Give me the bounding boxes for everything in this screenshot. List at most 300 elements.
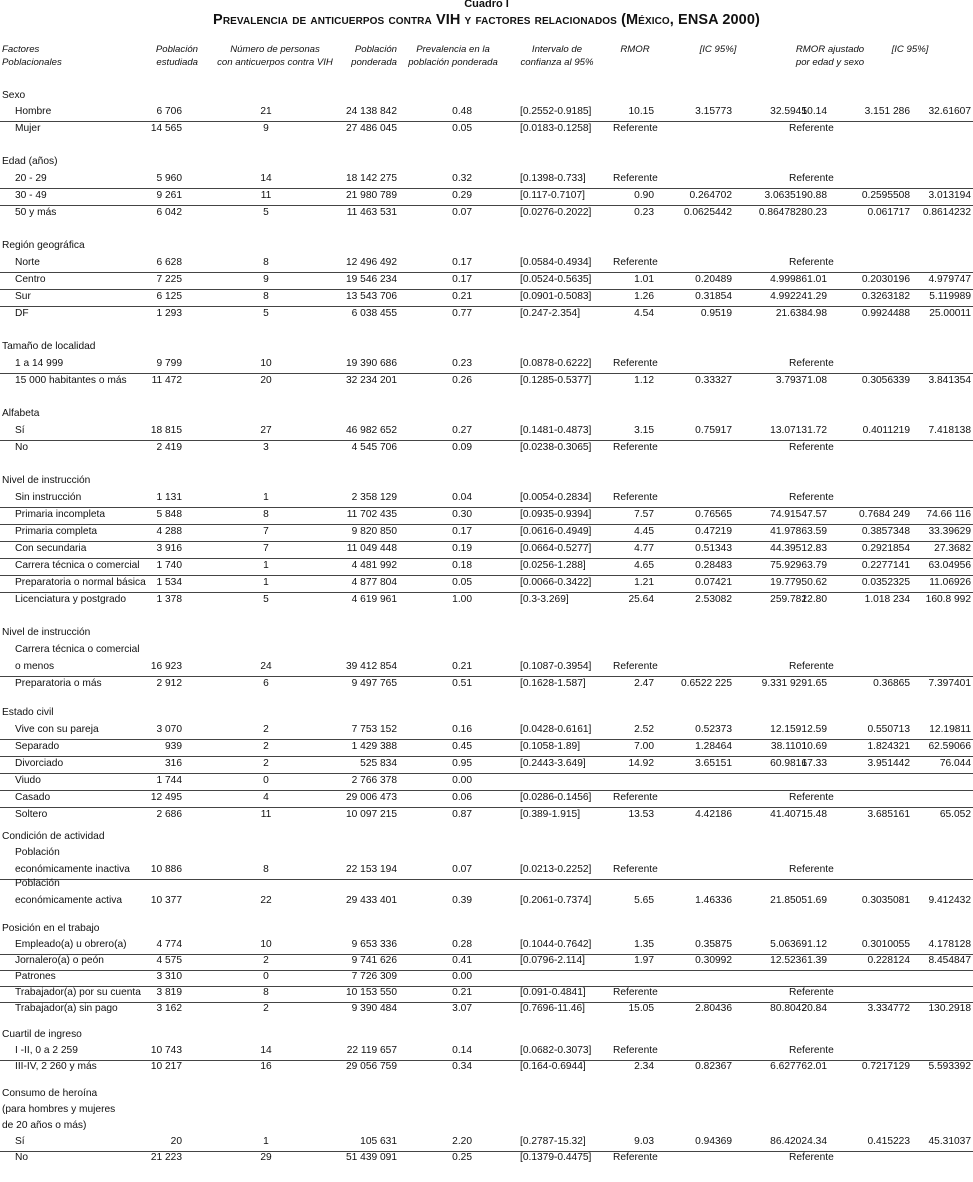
section-label: Estado civil — [2, 707, 54, 718]
rmor: Referente — [613, 1045, 658, 1056]
rmor: Referente — [613, 864, 658, 875]
table-row — [0, 1001, 973, 1018]
prevalencia: 0.00 — [452, 775, 472, 786]
poblacion-estudiada: 3 162 — [156, 1003, 182, 1014]
factor-label: III-IV, 2 260 y más — [15, 1061, 97, 1072]
numero-anticuerpos: 8 — [263, 864, 269, 875]
poblacion-ponderada: 1 429 388 — [351, 741, 397, 752]
poblacion-estudiada: 7 225 — [156, 274, 182, 285]
rmor: 1.01 — [634, 274, 654, 285]
poblacion-ponderada: 11 702 435 — [346, 509, 397, 520]
factor-label: 1 a 14 999 — [15, 358, 64, 369]
ic-low: 0.75917 — [695, 425, 732, 436]
prevalencia: 0.05 — [452, 577, 472, 588]
rmor: 5.65 — [634, 895, 654, 906]
rmor-ajustado: 17.33 — [801, 758, 827, 769]
table-row — [0, 541, 973, 559]
factor-label: Preparatoria o más — [15, 678, 102, 689]
poblacion-estudiada: 10 886 — [150, 864, 182, 875]
ic-adj-low: 3.151 286 — [864, 106, 910, 117]
poblacion-ponderada: 29 433 401 — [346, 895, 397, 906]
intervalo-confianza: [0.0935-0.9394] — [520, 509, 592, 520]
section-heading — [0, 88, 973, 105]
factor-label: Casado — [15, 792, 51, 803]
ic-adj-high: 27.3682 — [934, 543, 971, 554]
ic-high: 12.5236 — [770, 955, 807, 966]
numero-anticuerpos: 3 — [263, 442, 269, 453]
ic-high: 41.9786 — [770, 526, 807, 537]
ic-adj-high: 63.04956 — [928, 560, 971, 571]
factor-label: Centro — [15, 274, 46, 285]
ic-adj-high: 3.013194 — [928, 190, 971, 201]
numero-anticuerpos: 24 — [260, 661, 272, 672]
numero-anticuerpos: 14 — [260, 1045, 272, 1056]
table-row — [0, 1150, 973, 1167]
factor-label: Licenciatura y postgrado — [15, 594, 126, 605]
prevalencia: 0.06 — [452, 792, 472, 803]
table-row — [0, 773, 973, 791]
rmor-ajustado: Referente — [789, 1045, 834, 1056]
rmor-ajustado: Referente — [789, 987, 834, 998]
rmor: 2.34 — [634, 1061, 654, 1072]
rmor-ajustado: 15.48 — [801, 809, 827, 820]
section-heading — [0, 1118, 973, 1135]
prevalencia: 0.39 — [452, 895, 472, 906]
ic-adj-low: 0.0352325 — [861, 577, 910, 588]
ic-adj-high: 74.66 116 — [926, 509, 971, 520]
section-label: Nivel de instrucción — [2, 475, 91, 486]
numero-anticuerpos: 1 — [263, 577, 269, 588]
ic-high: 21.638 — [775, 308, 807, 319]
factor-label: Trabajador(a) por su cuenta — [15, 987, 141, 998]
poblacion-estudiada: 1 131 — [156, 492, 182, 503]
section-heading — [0, 473, 973, 490]
rmor-ajustado: 0.62 — [807, 577, 827, 588]
rmor-ajustado: 10.69 — [801, 741, 827, 752]
poblacion-estudiada: 2 912 — [156, 678, 182, 689]
poblacion-ponderada: 525 834 — [360, 758, 397, 769]
ic-adj-high: 65.052 — [939, 809, 971, 820]
prevalencia: 0.51 — [452, 678, 472, 689]
numero-anticuerpos: 4 — [263, 792, 269, 803]
intervalo-confianza: [0.1044-0.7642] — [520, 939, 592, 950]
poblacion-ponderada: 7 726 309 — [351, 971, 397, 982]
column-header: Intervalo de confianza al 95% — [520, 44, 594, 68]
ic-adj-low: 0.3035081 — [861, 895, 910, 906]
section-heading — [0, 1027, 973, 1044]
rmor-ajustado: 12.80 — [801, 594, 827, 605]
ic-high: 3.7937 — [775, 375, 807, 386]
poblacion-estudiada: 5 848 — [156, 509, 182, 520]
ic-adj-low: 0.2277141 — [861, 560, 910, 571]
poblacion-estudiada: 2 686 — [156, 809, 182, 820]
poblacion-estudiada: 9 261 — [156, 190, 182, 201]
ic-adj-low: 0.415223 — [867, 1136, 910, 1147]
column-header: Prevalencia en la población ponderada — [408, 44, 498, 68]
rmor: 4.77 — [634, 543, 654, 554]
rmor: 4.54 — [634, 308, 654, 319]
numero-anticuerpos: 8 — [263, 987, 269, 998]
rmor-ajustado: 2.83 — [807, 543, 827, 554]
table-row — [0, 373, 973, 390]
rmor-ajustado: 4.34 — [807, 1136, 827, 1147]
ic-adj-low: 0.36865 — [873, 678, 910, 689]
numero-anticuerpos: 9 — [263, 123, 269, 134]
section-heading — [0, 339, 973, 356]
poblacion-ponderada: 22 119 657 — [346, 1045, 397, 1056]
numero-anticuerpos: 16 — [260, 1061, 272, 1072]
ic-low: 2.53082 — [695, 594, 732, 605]
poblacion-estudiada: 21 223 — [150, 1152, 182, 1163]
factor-label: Primaria incompleta — [15, 509, 106, 520]
rmor: 25.64 — [628, 594, 654, 605]
ic-high: 60.9816 — [770, 758, 807, 769]
rmor: 1.97 — [634, 955, 654, 966]
table-row — [0, 104, 973, 122]
poblacion-ponderada: 9 653 336 — [351, 939, 397, 950]
rmor: 0.90 — [634, 190, 654, 201]
section-label: (para hombres y mujeres — [2, 1104, 116, 1115]
ic-high: 13.0713 — [770, 425, 807, 436]
rmor-ajustado: 1.08 — [807, 375, 827, 386]
poblacion-estudiada: 18 815 — [150, 425, 182, 436]
factor-label: Trabajador(a) sin pago — [15, 1003, 118, 1014]
factor-label: Viudo — [15, 775, 41, 786]
table-row — [0, 592, 973, 609]
poblacion-estudiada: 9 799 — [156, 358, 182, 369]
ic-adj-high: 12.19811 — [929, 724, 971, 735]
poblacion-estudiada: 3 819 — [156, 987, 182, 998]
factor-label: 30 - 49 — [15, 190, 47, 201]
numero-anticuerpos: 11 — [260, 809, 272, 820]
intervalo-confianza: [0.1087-0.3954] — [520, 661, 592, 672]
numero-anticuerpos: 8 — [263, 291, 269, 302]
poblacion-estudiada: 14 565 — [150, 123, 182, 134]
ic-low: 4.42186 — [695, 809, 732, 820]
poblacion-estudiada: 939 — [165, 741, 182, 752]
poblacion-ponderada: 2 358 129 — [351, 492, 397, 503]
table-row — [0, 558, 973, 576]
poblacion-estudiada: 5 960 — [156, 173, 182, 184]
table-title: Prevalencia de anticuerpos contra VIH y factores relacionados (México, ENSA 2000) — [213, 12, 760, 28]
factor-label: Población — [15, 847, 60, 858]
intervalo-confianza: [0.0183-0.1258] — [520, 123, 592, 134]
ic-high: 86.4202 — [770, 1136, 807, 1147]
row-label-continuation — [0, 642, 973, 659]
prevalencia: 0.41 — [452, 955, 472, 966]
column-header: RMOR ajustado por edad y sexo — [795, 44, 865, 68]
factor-label: No — [15, 442, 29, 453]
poblacion-ponderada: 2 766 378 — [351, 775, 397, 786]
factor-label: Mujer — [15, 123, 41, 134]
poblacion-estudiada: 6 042 — [156, 207, 182, 218]
intervalo-confianza: [0.247-2.354] — [520, 308, 581, 319]
ic-adj-high: 0.8614232 — [922, 207, 971, 218]
table-row — [0, 1059, 973, 1076]
intervalo-confianza: [0.0901-0.5083] — [520, 291, 592, 302]
poblacion-ponderada: 4 877 804 — [351, 577, 397, 588]
intervalo-confianza: [0.0796-2.114] — [520, 955, 585, 966]
poblacion-ponderada: 27 486 045 — [346, 123, 397, 134]
rmor: 13.53 — [628, 809, 654, 820]
rmor-ajustado: 1.72 — [807, 425, 827, 436]
section-heading — [0, 238, 973, 255]
poblacion-ponderada: 13 543 706 — [346, 291, 397, 302]
intervalo-confianza: [0.1398-0.733] — [520, 173, 586, 184]
prevalencia: 0.17 — [452, 257, 472, 268]
poblacion-estudiada: 3 916 — [156, 543, 182, 554]
ic-adj-low: 0.550713 — [867, 724, 910, 735]
factor-label: Sin instrucción — [15, 492, 82, 503]
rmor: 10.15 — [628, 106, 654, 117]
numero-anticuerpos: 2 — [263, 955, 269, 966]
numero-anticuerpos: 1 — [263, 560, 269, 571]
rmor: 2.52 — [634, 724, 654, 735]
prevalencia: 0.21 — [452, 987, 472, 998]
table-row — [0, 306, 973, 323]
factor-label: Separado — [15, 741, 60, 752]
numero-anticuerpos: 29 — [260, 1152, 272, 1163]
prevalencia: 0.21 — [452, 291, 472, 302]
poblacion-estudiada: 12 495 — [150, 792, 182, 803]
prevalencia: 1.00 — [452, 594, 472, 605]
rmor-ajustado: 3.79 — [807, 560, 827, 571]
rmor-ajustado: 1.65 — [807, 678, 827, 689]
ic-high: 5.06369 — [770, 939, 807, 950]
ic-adj-high: 62.59066 — [928, 741, 971, 752]
section-heading — [0, 829, 973, 846]
intervalo-confianza: [0.091-0.4841] — [520, 987, 586, 998]
ic-adj-low: 0.7684 249 — [859, 509, 910, 520]
poblacion-estudiada: 4 288 — [156, 526, 182, 537]
section-label: de 20 años o más) — [2, 1120, 87, 1131]
table-row — [0, 659, 973, 677]
table-row — [0, 893, 973, 910]
factor-label: Hombre — [15, 106, 52, 117]
prevalencia: 0.87 — [452, 809, 472, 820]
table-row — [0, 121, 973, 138]
numero-anticuerpos: 10 — [260, 358, 272, 369]
poblacion-ponderada: 46 982 652 — [346, 425, 397, 436]
prevalencia: 0.16 — [452, 724, 472, 735]
poblacion-estudiada: 10 743 — [150, 1045, 182, 1056]
prevalencia: 0.05 — [452, 123, 472, 134]
table-row — [0, 739, 973, 757]
prevalencia: 0.18 — [452, 560, 472, 571]
intervalo-confianza: [0.0066-0.3422] — [520, 577, 592, 588]
ic-adj-high: 3.841354 — [928, 375, 971, 386]
factor-label: Primaria completa — [15, 526, 98, 537]
column-header: [IC 95%] — [699, 44, 737, 55]
ic-adj-high: 7.397401 — [928, 678, 971, 689]
poblacion-ponderada: 10 153 550 — [346, 987, 397, 998]
table-row — [0, 440, 973, 457]
numero-anticuerpos: 1 — [263, 492, 269, 503]
numero-anticuerpos: 0 — [263, 971, 269, 982]
factor-label: económicamente activa — [15, 895, 123, 906]
section-label: Posición en el trabajo — [2, 923, 100, 934]
ic-high: 4.99986 — [770, 274, 807, 285]
ic-adj-high: 33.39629 — [928, 526, 971, 537]
ic-adj-low: 0.2030196 — [861, 274, 910, 285]
factor-label: Empleado(a) u obrero(a) — [15, 939, 127, 950]
numero-anticuerpos: 2 — [263, 1003, 269, 1014]
intervalo-confianza: [0.1628-1.587] — [520, 678, 586, 689]
section-label: Edad (años) — [2, 156, 58, 167]
numero-anticuerpos: 6 — [263, 678, 269, 689]
numero-anticuerpos: 7 — [263, 543, 269, 554]
ic-low: 0.0625442 — [683, 207, 732, 218]
poblacion-ponderada: 21 980 789 — [346, 190, 397, 201]
factor-label: No — [15, 1152, 29, 1163]
prevalencia: 0.07 — [452, 207, 472, 218]
poblacion-estudiada: 316 — [165, 758, 182, 769]
table-row — [0, 289, 973, 307]
section-label: Cuartil de ingreso — [2, 1029, 82, 1040]
poblacion-ponderada: 7 753 152 — [351, 724, 397, 735]
ic-low: 2.80436 — [695, 1003, 732, 1014]
rmor-ajustado: 2.01 — [807, 1061, 827, 1072]
prevalencia: 0.26 — [452, 375, 472, 386]
ic-high: 3.063519 — [764, 190, 807, 201]
poblacion-estudiada: 3 070 — [156, 724, 182, 735]
column-header: Número de personas con anticuerpos contra VIH — [217, 44, 333, 68]
ic-adj-high: 130.2918 — [928, 1003, 971, 1014]
intervalo-confianza: [0.2061-0.7374] — [520, 895, 592, 906]
ic-low: 0.94369 — [695, 1136, 732, 1147]
section-heading — [0, 1102, 973, 1119]
prevalencia: 2.20 — [452, 1136, 472, 1147]
poblacion-ponderada: 10 097 215 — [346, 809, 397, 820]
section-heading — [0, 1086, 973, 1103]
ic-low: 0.33327 — [695, 375, 732, 386]
table-row — [0, 807, 973, 824]
ic-high: 75.9296 — [770, 560, 807, 571]
prevalencia: 0.19 — [452, 543, 472, 554]
prevalencia: 0.17 — [452, 526, 472, 537]
poblacion-estudiada: 16 923 — [150, 661, 182, 672]
table-row — [0, 356, 973, 374]
rmor: 3.15 — [634, 425, 654, 436]
ic-adj-low: 0.3263182 — [861, 291, 910, 302]
factor-label: Carrera técnica o comercial — [15, 560, 140, 571]
numero-anticuerpos: 7 — [263, 526, 269, 537]
numero-anticuerpos: 8 — [263, 509, 269, 520]
rmor: 0.23 — [634, 207, 654, 218]
ic-low: 1.28464 — [695, 741, 732, 752]
poblacion-estudiada: 4 774 — [156, 939, 182, 950]
poblacion-estudiada: 1 744 — [156, 775, 182, 786]
table-row — [0, 524, 973, 542]
numero-anticuerpos: 22 — [260, 895, 272, 906]
ic-adj-high: 32.61607 — [928, 106, 971, 117]
ic-adj-high: 11.06926 — [929, 577, 971, 588]
rmor-ajustado: Referente — [789, 492, 834, 503]
factor-label: DF — [15, 308, 29, 319]
intervalo-confianza: [0.389-1.915] — [520, 809, 581, 820]
ic-low: 0.35875 — [695, 939, 732, 950]
ic-high: 12.1591 — [770, 724, 807, 735]
poblacion-ponderada: 19 546 234 — [346, 274, 397, 285]
intervalo-confianza: [0.3-3.269] — [520, 594, 569, 605]
ic-low: 3.65151 — [695, 758, 732, 769]
ic-adj-high: 45.31037 — [928, 1136, 971, 1147]
ic-high: 44.3951 — [770, 543, 807, 554]
prevalencia: 0.25 — [452, 1152, 472, 1163]
ic-adj-high: 5.119989 — [929, 291, 971, 302]
rmor: 9.03 — [634, 1136, 654, 1147]
intervalo-confianza: [0.1379-0.4475] — [520, 1152, 592, 1163]
rmor-ajustado: 2.59 — [807, 724, 827, 735]
poblacion-ponderada: 9 820 850 — [351, 526, 397, 537]
table-row — [0, 756, 973, 774]
ic-high: 4.99224 — [770, 291, 807, 302]
rmor: 15.05 — [628, 1003, 654, 1014]
rmor-ajustado: Referente — [789, 358, 834, 369]
poblacion-ponderada: 22 153 194 — [346, 864, 397, 875]
ic-low: 0.47219 — [695, 526, 732, 537]
poblacion-ponderada: 19 390 686 — [346, 358, 397, 369]
rmor: 1.35 — [634, 939, 654, 950]
numero-anticuerpos: 27 — [260, 425, 272, 436]
rmor: Referente — [613, 1152, 658, 1163]
rmor-ajustado: Referente — [789, 173, 834, 184]
ic-low: 0.6522 225 — [681, 678, 732, 689]
numero-anticuerpos: 2 — [263, 758, 269, 769]
rmor: 1.12 — [634, 375, 654, 386]
ic-adj-low: 0.9924488 — [861, 308, 910, 319]
ic-high: 0.8647828 — [758, 207, 807, 218]
section-label: Alfabeta — [2, 408, 40, 419]
ic-high: 21.8505 — [770, 895, 807, 906]
ic-low: 0.9519 — [700, 308, 732, 319]
rmor: Referente — [613, 661, 658, 672]
factor-label: Carrera técnica o comercial — [15, 644, 140, 655]
poblacion-ponderada: 9 497 765 — [351, 678, 397, 689]
numero-anticuerpos: 5 — [263, 308, 269, 319]
prevalencia: 0.04 — [452, 492, 472, 503]
ic-adj-high: 25.00011 — [929, 308, 971, 319]
factor-label: o menos — [15, 661, 55, 672]
poblacion-estudiada: 1 293 — [156, 308, 182, 319]
poblacion-ponderada: 12 496 492 — [346, 257, 397, 268]
rmor: 4.65 — [634, 560, 654, 571]
section-label: Nivel de instrucción — [2, 627, 91, 638]
poblacion-ponderada: 24 138 842 — [346, 106, 397, 117]
table-row — [0, 272, 973, 290]
section-label: Sexo — [2, 90, 26, 101]
intervalo-confianza: [0.0878-0.6222] — [520, 358, 592, 369]
rmor: Referente — [613, 173, 658, 184]
ic-adj-low: 0.2595508 — [861, 190, 910, 201]
rmor: 7.00 — [634, 741, 654, 752]
numero-anticuerpos: 5 — [263, 207, 269, 218]
prevalencia: 0.09 — [452, 442, 472, 453]
rmor-ajustado: Referente — [789, 123, 834, 134]
factor-label: Patrones — [15, 971, 56, 982]
table-row — [0, 171, 973, 189]
numero-anticuerpos: 2 — [263, 741, 269, 752]
section-label: Consumo de heroína — [2, 1088, 98, 1099]
ic-low: 0.28483 — [695, 560, 732, 571]
poblacion-ponderada: 51 439 091 — [346, 1152, 397, 1163]
prevalencia: 0.45 — [452, 741, 472, 752]
intervalo-confianza: [0.0213-0.2252] — [520, 864, 592, 875]
ic-high: 80.8042 — [770, 1003, 807, 1014]
intervalo-confianza: [0.0616-0.4949] — [520, 526, 592, 537]
section-heading — [0, 625, 973, 642]
numero-anticuerpos: 8 — [263, 257, 269, 268]
